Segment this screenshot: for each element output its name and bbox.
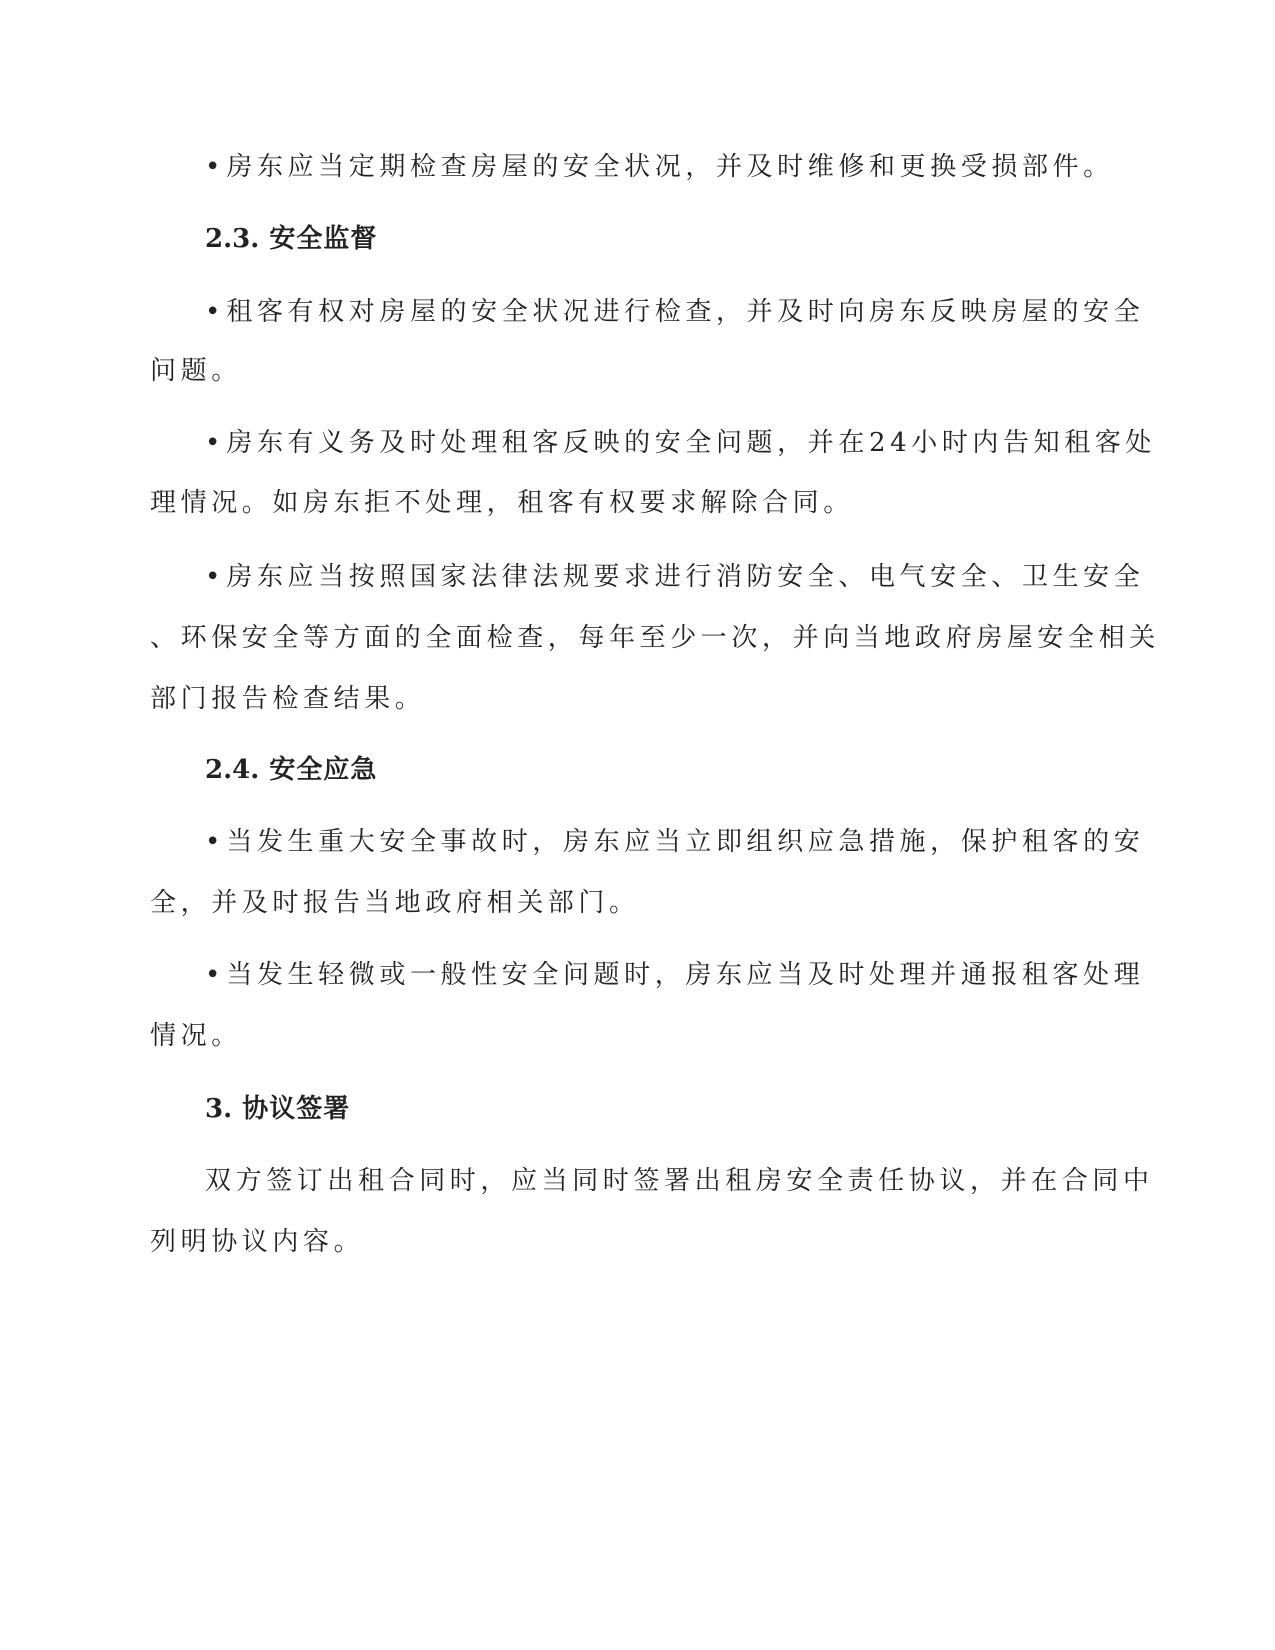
section-number: 2.3. [205, 224, 260, 254]
bullet-icon: • [205, 428, 221, 458]
section-title: 协议签署 [242, 1094, 351, 1124]
paragraph-line: 房东应当定期检查房屋的安全状况，并及时维修和更换受损部件。 [226, 152, 1114, 182]
bullet-paragraph [205, 825, 1165, 859]
bullet-paragraph [205, 958, 1165, 992]
paragraph-line: 全，并及时报告当地政府相关部门。 [150, 888, 640, 918]
bullet-icon: • [205, 152, 221, 182]
bullet-paragraph [205, 560, 1165, 594]
paragraph-line: 租客有权对房屋的安全状况进行检查，并及时向房东反映房屋的安全 [226, 297, 1145, 327]
bullet-icon: • [205, 827, 221, 857]
section-heading [205, 753, 377, 787]
bullet-icon: • [205, 297, 221, 327]
bullet-icon: • [205, 960, 221, 990]
bullet-paragraph [205, 426, 1165, 460]
paragraph-line: 列明协议内容。 [150, 1227, 365, 1257]
bullet-paragraph [205, 295, 1165, 329]
paragraph-line: 情况。 [150, 1021, 242, 1051]
section-title: 安全监督 [269, 224, 378, 254]
section-heading [205, 222, 377, 256]
paragraph-line: 当发生轻微或一般性安全问题时，房东应当及时处理并通报租客处理 [226, 960, 1145, 990]
section-number: 3. [205, 1094, 233, 1124]
section-title: 安全应急 [269, 755, 378, 785]
paragraph-line: 理情况。如房东拒不处理，租客有权要求解除合同。 [150, 488, 854, 518]
section-heading [205, 1092, 350, 1126]
paragraph-line: 房东应当按照国家法律法规要求进行消防安全、电气安全、卫生安全 [226, 562, 1145, 592]
section-number: 2.4. [205, 755, 260, 785]
paragraph-line: 当发生重大安全事故时，房东应当立即组织应急措施，保护租客的安 [226, 827, 1145, 857]
bullet-icon: • [205, 562, 221, 592]
text-paragraph: 双方签订出租合同时，应当同时签署出租房安全责任协议，并在合同中 [205, 1166, 1154, 1196]
paragraph-line: 部门报告检查结果。 [150, 684, 426, 714]
bullet-paragraph [205, 150, 1165, 184]
paragraph-line: 房东有义务及时处理租客反映的安全问题，并在24小时内告知租客处 [226, 428, 1157, 458]
paragraph-line: 、环保安全等方面的全面检查，每年至少一次，并向当地政府房屋安全相关 [150, 623, 1160, 653]
paragraph-line: 问题。 [150, 356, 242, 386]
